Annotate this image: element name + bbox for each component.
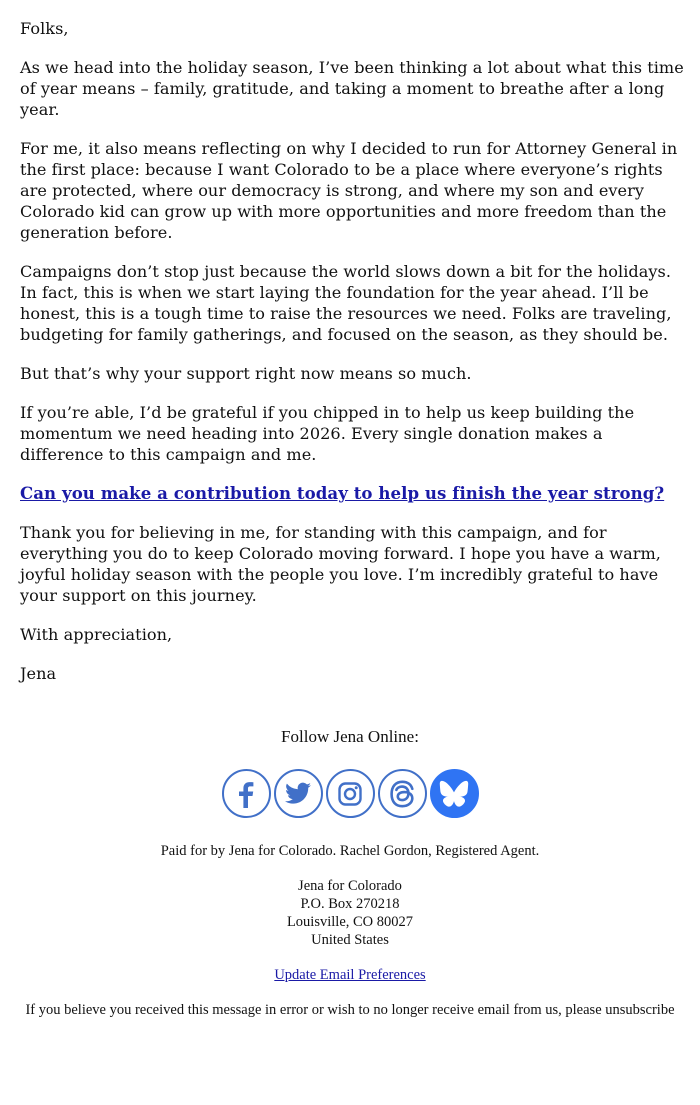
contribute-link[interactable]: Can you make a contribution today to help us finish the year strong?	[20, 483, 665, 503]
signature: Jena	[20, 664, 57, 683]
paragraph-holiday-season: As we head into the holiday season, I’ve been thinking a lot about what this time of year means – family, gratitude, and taking a moment to breathe after a long year.	[20, 58, 684, 119]
email-footer	[0, 726, 700, 1019]
social-links	[0, 769, 700, 821]
instagram-icon	[337, 781, 363, 807]
paragraph-chip-in: If you’re able, I’d be grateful if you chipped in to help us keep building the momentum we need heading into 2026. Every single donation makes a difference to this campaign and me.	[20, 403, 635, 464]
paragraph-campaigns-dont-stop: Campaigns don’t stop just because the world slows down a bit for the holidays. In fact, this is when we start laying the foundation for the year ahead. I’ll be honest, this is a tough time to raise the resources we need. Folks are traveling, budgeting for family gatherings, and focused on the season, as they should be.	[20, 262, 672, 344]
follow-title: Follow Jena Online:	[281, 727, 419, 746]
cta-paragraph	[20, 483, 686, 504]
address-po-box: P.O. Box 270218	[300, 896, 400, 912]
address-city: Louisville, CO 80027	[286, 914, 414, 930]
preferences-row	[0, 966, 700, 984]
threads-link[interactable]	[378, 769, 427, 818]
paragraph-thank-you: Thank you for believing in me, for standing with this campaign, and for everything you do to keep Colorado moving forward. I hope you have a warm, joyful holiday season with the people you love. I’m incredibly grateful to have your support on this journey.	[20, 523, 661, 605]
twitter-link[interactable]	[274, 769, 323, 818]
paragraph-support-matters: But that’s why your support right now means so much.	[20, 364, 472, 383]
closing: With appreciation,	[20, 625, 173, 644]
instagram-link[interactable]	[326, 769, 375, 818]
unsubscribe-notice: If you believe you received this message in error or wish to no longer receive email from us, please unsubscribe	[25, 1002, 675, 1018]
letter-body	[20, 18, 686, 702]
update-preferences-link[interactable]: Update Email Preferences	[274, 967, 426, 983]
paid-for-disclaimer: Paid for by Jena for Colorado. Rachel Gordon, Registered Agent.	[160, 843, 540, 859]
bluesky-icon	[439, 780, 469, 807]
address-country: United States	[311, 932, 389, 948]
greeting: Folks,	[20, 19, 69, 38]
mailing-address	[0, 877, 700, 949]
facebook-icon	[233, 779, 259, 809]
facebook-link[interactable]	[222, 769, 271, 818]
address-org: Jena for Colorado	[298, 878, 402, 894]
bluesky-link[interactable]	[430, 769, 479, 818]
paragraph-why-running: For me, it also means reflecting on why I decided to run for Attorney General in the first place: because I want Colorado to be a place where everyone’s rights are protected, where our democracy is strong, and where my son and every Colorado kid can grow up with more opportunities and more freedom than the generation before.	[20, 139, 678, 242]
threads-icon	[388, 779, 416, 809]
twitter-icon	[284, 782, 312, 806]
